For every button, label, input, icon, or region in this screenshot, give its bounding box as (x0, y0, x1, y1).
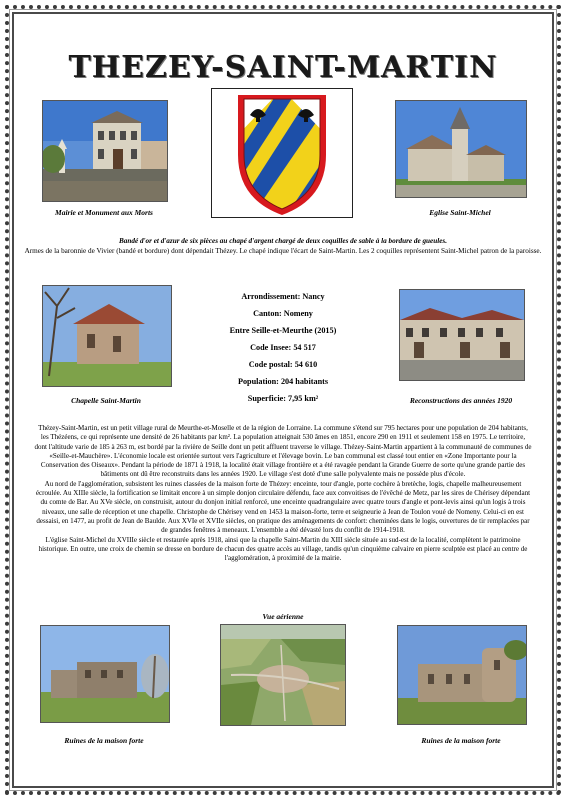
history-paragraph-1: Thézey-Saint-Martin, est un petit village rural de Meurthe-et-Moselle et de la région de Lorraine. La commune s'étend sur 795 hectares pour une population de 204 habitants, les Thézéens, ce qui représente une densité de 26 habitants par km². La population atteignait 530 âmes en 1851, encore 290 en 1911 et seulement 158 en 1975. Le territoire, dont l'altitude varie de 185 à 263 m, est bordé par la rivière de Seille dont un petit affluent traverse le village. Thézey-Saint-Martin appartient à la communauté de communes de «Seille-et-Mauchère». L'économie locale est orientée surtout vers l'agriculture et l'élevage bovin. Le ban communal est classé tout entier en «Zone Importante pour la Conservation des Oiseaux». Pendant la période de 1871 à 1918, la localité était village frontière et a été ravagée pendant la Grande Guerre de sorte qu'une grande partie des bâtiments ont dû être reconstruits dans les années 1920. Le village s'est doté d'une salle polyvalente mais ne possède plus d'école. (34, 424, 532, 479)
info-superficie: Superficie: 7,95 km² (247, 394, 319, 403)
caption-chapelle: Chapelle Saint-Martin (71, 396, 141, 405)
info-canton: Canton: Nomeny (253, 309, 313, 318)
info-postal: Code postal: 54 610 (248, 360, 318, 369)
info-arrondissement: Arrondissement: Nancy (241, 292, 325, 301)
photo-reconstructions (399, 289, 525, 381)
caption-reconstructions: Reconstructions des années 1920 (409, 396, 513, 405)
history-text (34, 424, 532, 563)
photo-mairie (42, 100, 168, 202)
info-population: Population: 204 habitants (237, 377, 329, 386)
photo-aerial (220, 624, 346, 726)
caption-aerial: Vue aérienne (262, 612, 304, 621)
blazon-description: Armes de la baronnie de Vivier (bandé et bordure) dont dépendait Thézey. Le chapé indique l'écart de Saint-Martin. Les 2 coquilles représentent Saint-Michel patron de la paroisse. (24, 247, 542, 255)
coat-of-arms-icon (212, 89, 352, 217)
commune-info (193, 288, 373, 407)
info-insee: Code Insee: 54 517 (250, 343, 316, 352)
history-paragraph-3: L'église Saint-Michel du XVIIIe siècle et restaurée après 1918, ainsi que la chapelle Saint-Martin du XIII siècle située au sud-est de la localité, complètent le patrimoine historique. En outre, une croix de chemin se dresse en bordure de chacun des quatre accès au village, tandis qu'un cinquième calvaire en pierre sculptée est placé au centre de l'agglomération, à proximité de la mairie. (38, 535, 528, 563)
history-paragraph-2: Au nord de l'agglomération, subsistent les ruines classées de la maison forte de Thézey: enceinte, tour d'angle, porte cochère à bretèche, logis, chapelle malheureusement écroulée. Au XIIIe siècle, la fortification se limitait encore à un simple donjon circulaire défendu, face aux convoitises de l'évêché de Metz, par les sires de Chérisey dépendant du comte de Bar. Au XVe siècle, on construisit, autour du donjon initial renforcé, une enceinte quadrangulaire avec quatre tours d'angle et pont-levis ainsi qu'un logis à trois niveaux, une salle de réception et une chapelle. Christophe de Chérisey vend en 1453 la maison-forte, terre et seigneurie à Jean de Toulon voué de Nomeny. Celui-ci en est dessaisi, en 1477, au profit de Jean de Baulde. Aux XVIe et XVIIe siècles, on pratique des aménagements de confort: cheminées dans le logis, ouvertures de tir remplacées par de grandes fenêtres à meneaux. L'ensemble a été dévasté lors du conflit de 1914-1918. (35, 479, 531, 535)
photo-ruines-left (40, 625, 170, 723)
info-intercommunalite: Entre Seille-et-Meurthe (2015) (229, 326, 337, 335)
caption-ruines-right: Ruines de la maison forte (421, 736, 501, 745)
caption-eglise: Eglise Saint-Michel (429, 208, 491, 217)
blazon-text: Bandé d'or et d'azur de six pièces au chapé d'argent chargé de deux coquilles de sable à la bordure de gueules. (118, 237, 448, 245)
caption-mairie: Mairie et Monument aux Morts (55, 208, 153, 217)
photo-chapelle (42, 285, 172, 387)
photo-eglise (395, 100, 527, 198)
coat-of-arms-frame (211, 88, 353, 218)
photo-ruines-right (397, 625, 527, 725)
heraldry-text (18, 236, 548, 256)
page-title: THEZEY-SAINT-MARTIN (68, 50, 498, 85)
caption-ruines-left: Ruines de la maison forte (64, 736, 144, 745)
